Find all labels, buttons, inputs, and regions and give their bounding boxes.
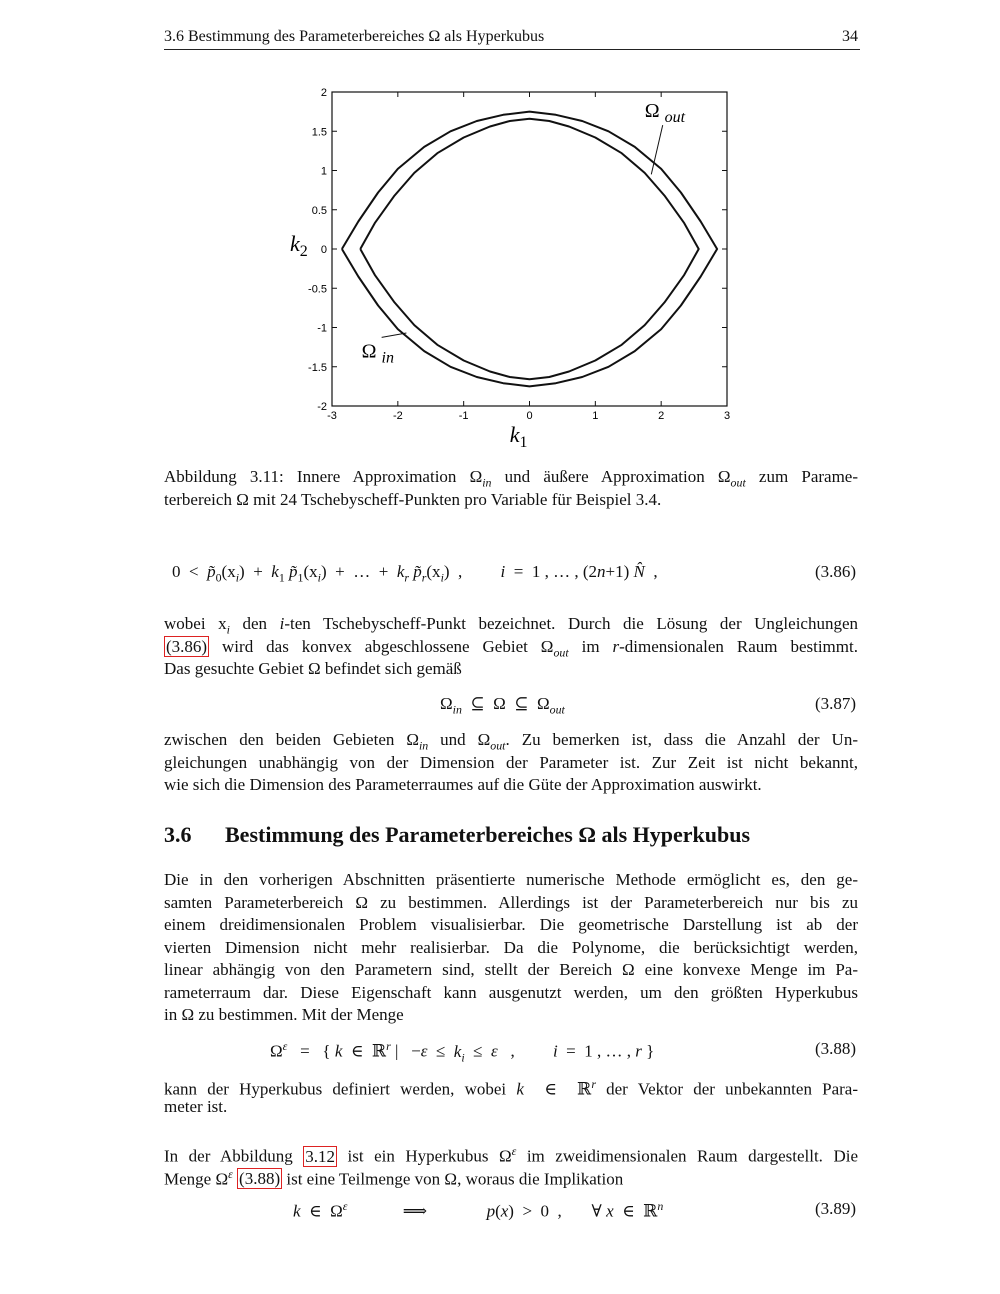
equation-ref-link[interactable]: (3.86) (166, 636, 208, 656)
paragraph-4: kann der Hyperkubus definiert werden, wobei k ∈ ℝ$^r$ der Vektor der unbekannten Para- meter ist. (164, 1077, 858, 1116)
annotation-pointer (651, 125, 662, 174)
figure-caption (164, 466, 858, 511)
caption-text: zum Parame- (745, 467, 858, 486)
paragraph-3: Die in den vorherigen Abschnitten präsentierte numerische Methode ermöglicht es, den ge- samten Parameterbereich Ω zu bestimmen. Allerdings ist der Parameterbereich nur bis zu einem dreidimensionalen Problem visualisierbar. Die geometrische Darstellung ist ab der vierten Dimension nicht mehr realisierbar. Da die Polynome, die berücksichtigt werden, linear abhängig von den Parametern sind, stellt der Bereich Ω eine konvexe Menge im Pa- rameterraum dar. Diese Eigenschaft kann ausgenutzt werden, um den größten Hyperkubus in Ω zu bestimmen. Mit der Menge (164, 870, 858, 1024)
page-number: 34 (842, 28, 858, 45)
x-tick-label: -3 (327, 410, 337, 422)
section-number: 3.6 (164, 822, 192, 847)
y-tick-label: -1.5 (308, 361, 327, 374)
annotation-pointer (382, 333, 407, 337)
y-tick-label: -1 (317, 322, 327, 335)
omega-in-label: Ω $_{in}$ (361, 340, 394, 367)
y-tick-label: 1 (320, 165, 327, 178)
x-tick-label: -2 (392, 410, 403, 422)
y-tick-label: 2 (320, 87, 327, 99)
caption-sub: out (730, 475, 746, 490)
annotation-subscript: in (381, 349, 394, 367)
equation-3-89: k ∈ $\Omega^\varepsilon$ ⟹ p(x) > 0 , ∀ x ∈ ℝ$^n$ (293, 1199, 664, 1221)
x-tick-label: 2 (658, 410, 665, 422)
y-tick-label: -2 (317, 401, 327, 413)
y-tick-label: 1.5 (311, 126, 327, 139)
equation-3-86: $0 < p̃_0(x_i) + k_1$ $p̃_1(x_i)$ + … + $k_r$ $p̃_r(x_i)$ , i = 1 , … , (2n+1) N̂ , (172, 562, 658, 585)
section-title: Bestimmung des Parameterbereiches Ω als Hyperkubus (225, 822, 751, 847)
caption-text: terbereich Ω mit 24 Tschebyscheff-Punkten pro Variable für Beispiel 3.4. (164, 489, 662, 509)
equation-number: (3.87) (815, 694, 857, 713)
x-axis-label: $k_1$ (509, 422, 528, 450)
equation-number: (3.89) (815, 1199, 857, 1218)
equation-ref-link[interactable]: (3.88) (239, 1169, 281, 1189)
annotation-subscript: out (664, 109, 686, 127)
y-axis-label: $k_2$ (290, 231, 308, 260)
equation-number: (3.88) (815, 1039, 857, 1058)
omega-out-curve (342, 112, 717, 387)
caption-text: und äußere Approximation Ω (491, 467, 731, 486)
x-tick-label: 0 (526, 410, 533, 422)
paragraph-1: wobei $x_i$ den i-ten Tschebyscheff-Punkt bezeichnet. Durch die Lösung der Ungleichungen (3.86) wird das konvex abgeschlossene Gebiet $\Omega_{out}$ im r-dimensionalen Raum bestimmt. Das gesuchte Gebiet Ω befindet sich gemäß (164, 614, 859, 678)
y-tick-label: 0.5 (311, 204, 327, 217)
figure-3-11 (280, 80, 750, 450)
y-axis-label-sub: 2 (299, 243, 308, 260)
x-tick-label: -1 (458, 410, 469, 422)
header-title: 3.6 Bestimmung des Parameterbereiches Ω als Hyperkubus (164, 28, 545, 45)
y-tick-label: 0 (320, 244, 327, 256)
x-axis-label-sub: 1 (519, 434, 528, 450)
paragraph-2: zwischen den beiden Gebieten $\Omega_{in}$ und $\Omega_{out}$. Zu bemerken ist, dass die Anzahl der Un- gleichungen unabhängig von der Dimension der Parameter ist. Zur Zeit ist nicht bekannt, wie sich die Dimension des Parameterraumes auf die Güte der Approximation auswirkt. (164, 730, 858, 794)
figure-ref-link[interactable]: 3.12 (305, 1146, 335, 1166)
equation-number: (3.86) (815, 562, 857, 581)
running-header (164, 27, 860, 50)
caption-text: Abbildung 3.11: Innere Approximation Ω (164, 467, 483, 486)
y-tick-label: -0.5 (308, 283, 327, 296)
paragraph-5: In der Abbildung 3.12 ist ein Hyperkubus $\Omega^\varepsilon$ im zweidimensionalen Raum dargestellt. Die Menge $\Omega^\varepsilon$ (3.88) ist eine Teilmenge von Ω, woraus die Implikation (164, 1144, 858, 1189)
x-tick-label: 3 (723, 410, 731, 422)
equation-3-87: $\Omega_{in}$ ⊆ Ω ⊆ $\Omega_{out}$ (440, 694, 565, 717)
caption-sub: in (482, 475, 492, 490)
equation-3-88: $\Omega^\varepsilon$ = { k ∈ ℝ$^r$ | $-\varepsilon \le k_i \le \varepsilon$ , i = 1 , … , r } (270, 1039, 655, 1065)
x-tick-label: 1 (592, 410, 599, 422)
omega-out-label: Ω $_{out}$ (644, 100, 686, 127)
